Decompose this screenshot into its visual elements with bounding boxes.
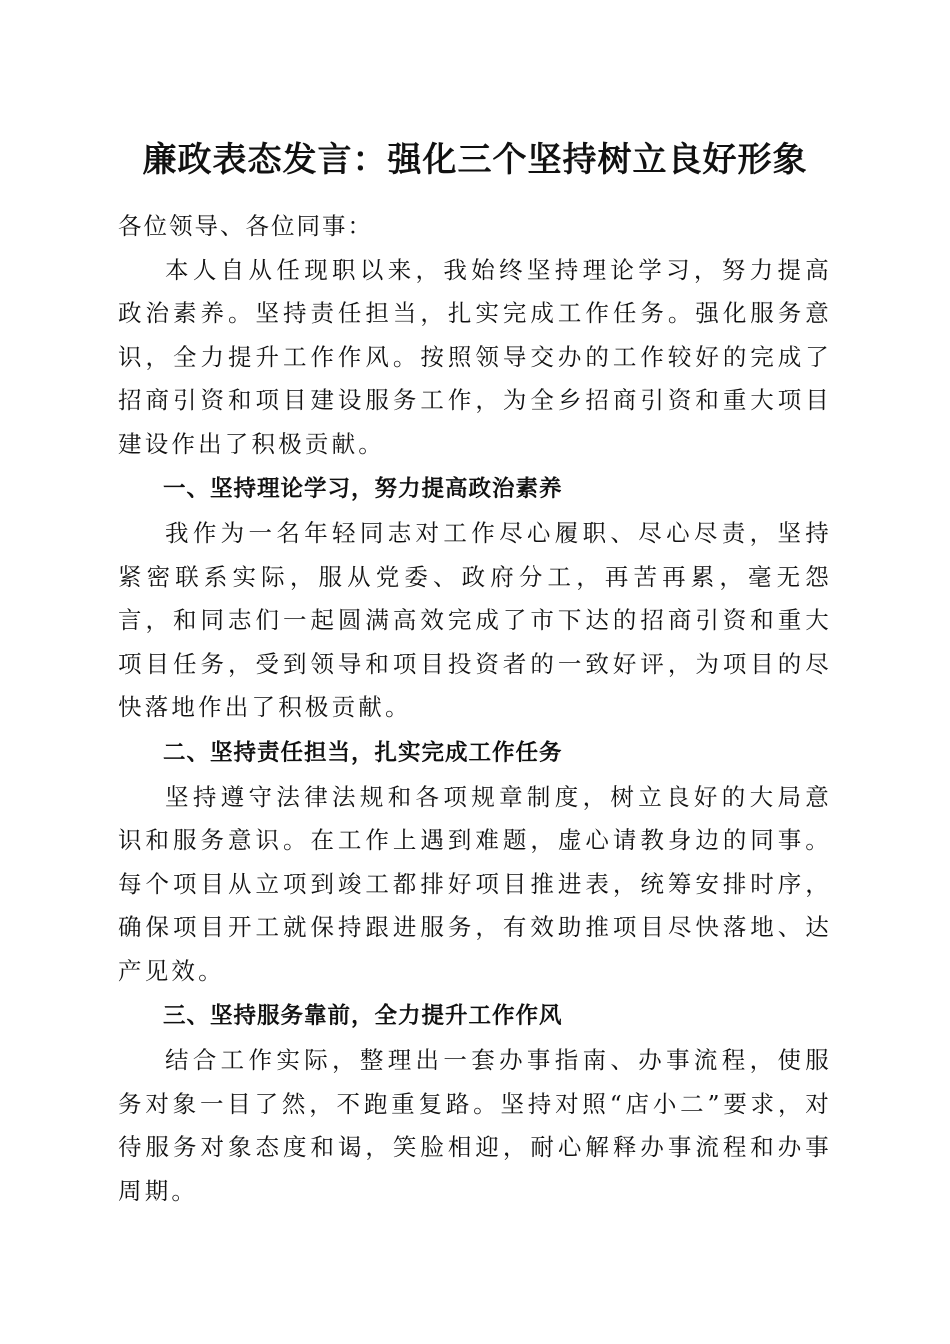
- document-title: 廉政表态发言：强化三个坚持树立良好形象: [142, 140, 808, 180]
- section-3-paragraph: 结合工作实际，整理出一套办事指南、办事流程，使服务对象一目了然，不跑重复路。坚持对照“店小二”要求，对待服务对象态度和谒，笑脸相迎，耐心解释办事流程和办事周期。: [118, 1046, 832, 1205]
- intro-paragraph: 本人自从任现职以来，我始终坚持理论学习，努力提高政治素养。坚持责任担当，扎实完成工作任务。强化服务意识，全力提升工作作风。按照领导交办的工作较好的完成了招商引资和项目建设服务工作，为全乡招商引资和重大项目建设作出了积极贡献。: [118, 255, 832, 458]
- section-1-paragraph: 我作为一名年轻同志对工作尽心履职、尽心尽责，坚持紧密联系实际，服从党委、政府分工，再苦再累，毫无怨言，和同志们一起圆满高效完成了市下达的招商引资和重大项目任务，受到领导和项目投资者的一致好评，为项目的尽快落地作出了积极贡献。: [118, 519, 832, 721]
- section-3-heading: 三、坚持服务靠前，全力提升工作作风: [163, 1003, 563, 1029]
- section-2-heading: 二、坚持责任担当，扎实完成工作任务: [163, 739, 563, 766]
- section-1-heading: 一、坚持理论学习，努力提高政治素养: [163, 476, 563, 502]
- section-2-paragraph: 坚持遵守法律法规和各项规章制度，树立良好的大局意识和服务意识。在工作上遇到难题，虚心请教身边的同事。每个项目从立项到竣工都排好项目推进表，统筹安排时序，确保项目开工就保持跟进服务，有效助推项目尽快落地、达产见效。: [118, 782, 832, 985]
- document-body: [118, 205, 832, 1213]
- salutation: 各位领导、各位同事：: [118, 212, 373, 240]
